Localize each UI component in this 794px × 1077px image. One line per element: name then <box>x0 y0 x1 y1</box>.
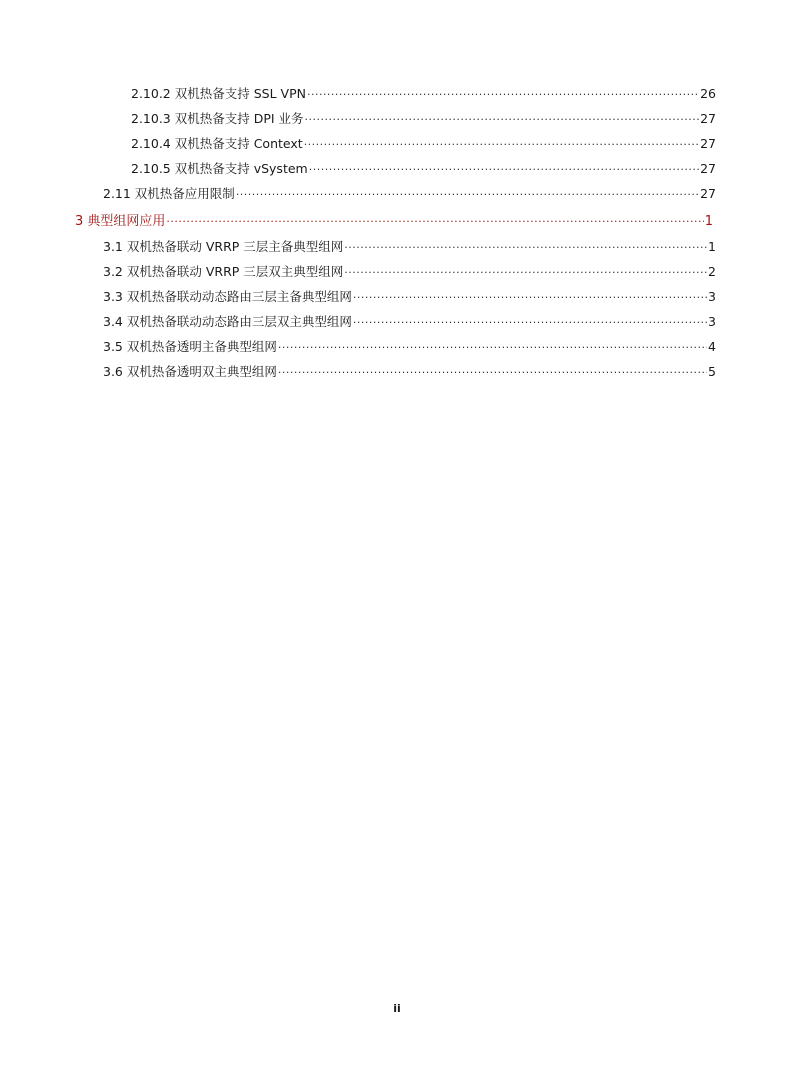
dot-leader <box>305 110 700 130</box>
toc-page-number: 5 <box>708 364 716 379</box>
toc-entry[interactable] <box>131 84 716 104</box>
toc-page-number: 27 <box>700 186 716 201</box>
dot-leader <box>304 135 699 155</box>
dot-leader <box>307 85 699 105</box>
dot-leader <box>344 238 707 258</box>
toc-entry[interactable] <box>131 109 716 129</box>
toc-entry-title: 3.3 双机热备联动动态路由三层主备典型组网 <box>103 289 352 304</box>
dot-leader <box>278 338 707 358</box>
toc-page-number: 3 <box>708 289 716 304</box>
toc-entry-title: 3.2 双机热备联动 VRRP 三层双主典型组网 <box>103 264 344 279</box>
toc-entry-title: 2.10.3 双机热备支持 DPI 业务 <box>131 111 304 126</box>
dot-leader <box>236 185 699 205</box>
toc-entry-title: 3.6 双机热备透明双主典型组网 <box>103 364 277 379</box>
toc-page-number: 27 <box>700 136 716 151</box>
toc-entry-title: 3.4 双机热备联动动态路由三层双主典型组网 <box>103 314 352 329</box>
dot-leader <box>344 263 707 283</box>
toc-entry[interactable] <box>103 237 716 257</box>
toc-entry-title: 2.10.5 双机热备支持 vSystem <box>131 161 308 176</box>
toc-entry-title: 3.1 双机热备联动 VRRP 三层主备典型组网 <box>103 239 344 254</box>
toc-page-number: 27 <box>700 111 716 126</box>
dot-leader <box>166 212 703 232</box>
page-footer-number: ii <box>393 1002 401 1015</box>
toc-entry-title: 2.10.4 双机热备支持 Context <box>131 136 303 151</box>
toc-entry[interactable] <box>103 312 716 332</box>
toc-entry[interactable] <box>103 337 716 357</box>
toc-entry[interactable] <box>103 262 716 282</box>
toc-page-number: 27 <box>700 161 716 176</box>
dot-leader <box>353 288 707 308</box>
toc-entry-title: 2.11 双机热备应用限制 <box>103 186 235 201</box>
toc-entry[interactable] <box>103 287 716 307</box>
dot-leader <box>353 313 707 333</box>
toc-page-number: 1 <box>708 239 716 254</box>
toc-entry-title: 3 典型组网应用 <box>75 214 166 229</box>
dot-leader <box>278 363 707 383</box>
toc-page-number: 1 <box>704 214 713 229</box>
toc-page-number: 26 <box>700 86 716 101</box>
toc-entry-title: 2.10.2 双机热备支持 SSL VPN <box>131 86 306 101</box>
toc-entry[interactable] <box>103 184 716 204</box>
toc-page-number: 4 <box>708 339 716 354</box>
toc-entry[interactable] <box>103 362 716 382</box>
toc-page-number: 2 <box>708 264 716 279</box>
dot-leader <box>309 160 699 180</box>
toc-entry[interactable] <box>131 159 716 179</box>
toc-page-number: 3 <box>708 314 716 329</box>
toc-entry[interactable] <box>131 134 716 154</box>
toc-entry-title: 3.5 双机热备透明主备典型组网 <box>103 339 277 354</box>
toc-chapter-entry[interactable] <box>75 212 713 232</box>
